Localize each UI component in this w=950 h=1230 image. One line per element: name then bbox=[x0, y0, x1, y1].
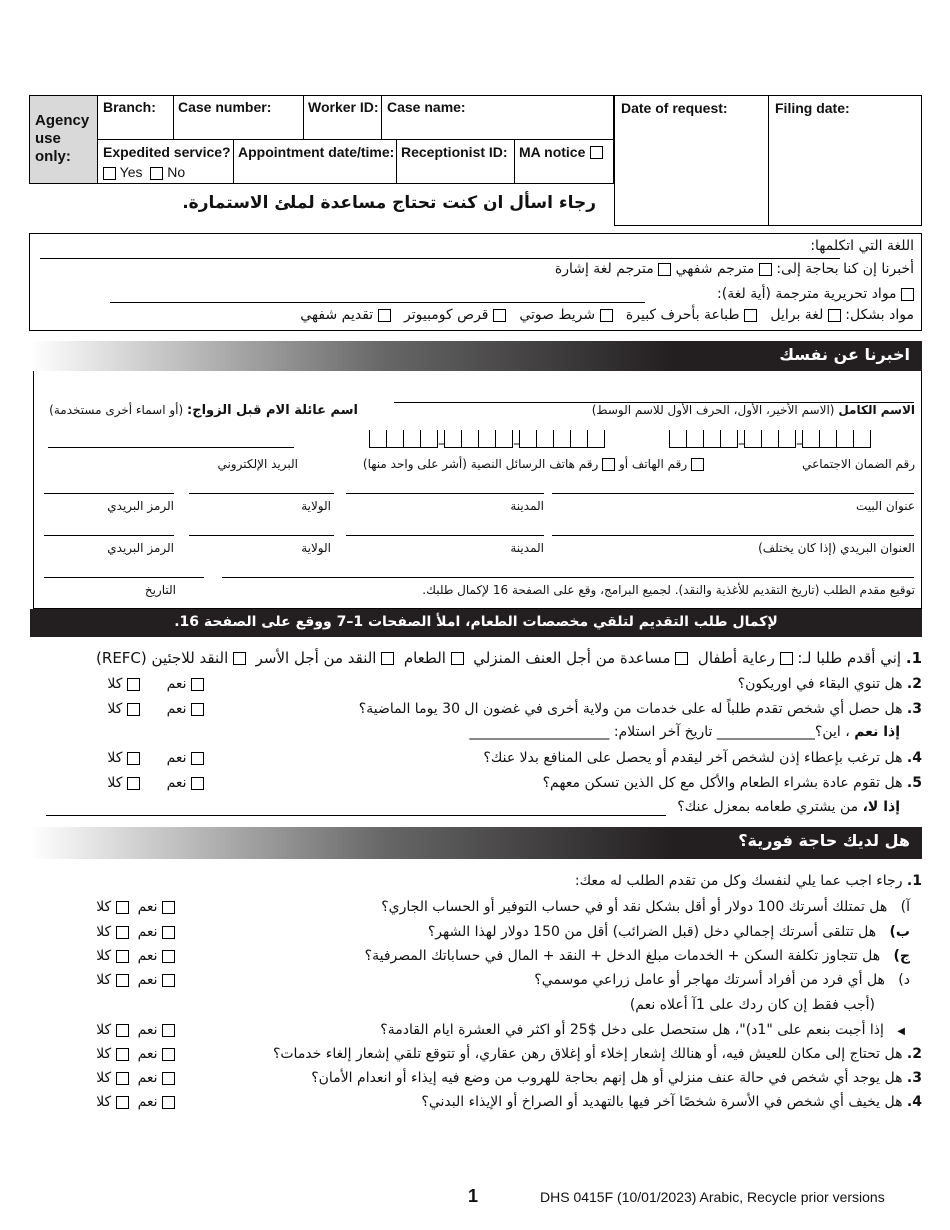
sign-interpreter-checkbox[interactable] bbox=[658, 263, 671, 276]
food-instructions-text: لإكمال طلب التقديم لتلقي مخصصات الطعام، املأ الصفحات 1–7 ووقع على الصفحة 16. bbox=[174, 614, 778, 630]
home-city-input[interactable] bbox=[346, 493, 544, 494]
i1-text: رجاء اجب عما يلي لنفسك وكل من تقدم الطلب له معك: bbox=[574, 873, 903, 889]
spoken-language-input[interactable] bbox=[40, 258, 840, 259]
q3-yes-checkbox[interactable] bbox=[191, 703, 204, 716]
braille-checkbox[interactable] bbox=[828, 309, 841, 322]
filing-date-cell bbox=[768, 95, 922, 226]
refugee-cash-label: النقد للاجئين (REFC) bbox=[96, 649, 229, 667]
mail-city-input[interactable] bbox=[346, 535, 544, 536]
mail-state-input[interactable] bbox=[189, 535, 334, 536]
d-yes-checkbox[interactable] bbox=[162, 974, 175, 987]
filing-date-label: Filing date: bbox=[775, 100, 850, 116]
q3-no-checkbox[interactable] bbox=[127, 703, 140, 716]
d-followup-yes-no bbox=[60, 1022, 175, 1038]
d-note: (أجب فقط إن كان ردك على 1آ أعلاه نعم) bbox=[629, 997, 875, 1013]
q3-yes-label: نعم bbox=[166, 701, 187, 717]
q5-number: 5. bbox=[906, 775, 922, 791]
immediate-q1 bbox=[322, 873, 922, 889]
date-input[interactable] bbox=[44, 577, 204, 578]
sign-interpreter-label: مترجم لغة إشارة bbox=[554, 261, 654, 277]
i3-text: هل يوجد أي شخص في حالة عنف منزلي أو هل إنهم بحاجة للهروب من وضع فيه إيذاء أو انعدام الأمان؟ bbox=[311, 1070, 903, 1086]
case-name-label: Case name: bbox=[387, 99, 466, 115]
d-followup bbox=[265, 1022, 905, 1038]
c-yes-label: نعم bbox=[137, 948, 158, 964]
dv-help-checkbox[interactable] bbox=[675, 652, 688, 665]
child-care-checkbox[interactable] bbox=[780, 652, 793, 665]
agency-use-label-cell bbox=[29, 95, 98, 184]
about-you-section bbox=[33, 371, 922, 609]
b-no-checkbox[interactable] bbox=[116, 926, 129, 939]
q4-yes-no bbox=[64, 750, 204, 766]
oral-interpreter-label: مترجم شفهي bbox=[675, 261, 755, 277]
branch-label: Branch: bbox=[103, 99, 156, 115]
immediate-d bbox=[270, 972, 910, 988]
question-2 bbox=[272, 676, 922, 692]
d-followup-yes-label: نعم bbox=[137, 1022, 158, 1038]
expedited-yes-checkbox[interactable] bbox=[103, 167, 116, 180]
expedited-no-label: No bbox=[167, 164, 186, 180]
audio-tape-checkbox[interactable] bbox=[600, 309, 613, 322]
full-name-label bbox=[395, 403, 915, 417]
ssn-label: رقم الضمان الاجتماعي bbox=[802, 457, 915, 471]
mailing-address-label: العنوان البريدي (إذا كان يختلف) bbox=[758, 541, 915, 555]
d-text: هل أي فرد من أفراد أسرتك مهاجر أو عامل زراعي موسمي؟ bbox=[534, 972, 885, 988]
i2-no-checkbox[interactable] bbox=[116, 1048, 129, 1061]
d-yes-no bbox=[60, 972, 175, 988]
tell-us-label: أخبرنا إن كنا بحاجة إلى: bbox=[776, 261, 914, 277]
d-yes-label: نعم bbox=[137, 972, 158, 988]
home-state-input[interactable] bbox=[189, 493, 334, 494]
date-of-request-label: Date of request: bbox=[621, 100, 728, 116]
immediate-q3 bbox=[222, 1070, 922, 1086]
oral-interpreter-checkbox[interactable] bbox=[759, 263, 772, 276]
email-label: البريد الإلكتروني bbox=[217, 457, 298, 471]
i2-number: 2. bbox=[906, 1046, 922, 1062]
full-name-label-detail: (الاسم الأخير، الأول، الحرف الأول للاسم الوسط) bbox=[591, 403, 835, 417]
i4-no-label: كلا bbox=[96, 1094, 112, 1110]
mail-state-label: الولاية bbox=[301, 541, 331, 555]
about-you-header-text: اخبرنا عن نفسك bbox=[779, 345, 910, 364]
i3-yes-label: نعم bbox=[137, 1070, 158, 1086]
q4-number: 4. bbox=[906, 750, 922, 766]
i2-text: هل تحتاج إلى مكان للعيش فيه، أو هنالك إشعار إخلاء أو إغلاق رهن عقاري، أو تتوقع تلقي إشعار إلغاء خدمات؟ bbox=[272, 1046, 903, 1062]
computer-disk-label: قرص كومبيوتر bbox=[404, 307, 489, 323]
interpreter-row bbox=[34, 261, 914, 277]
ssn-boxes[interactable]: – – bbox=[670, 430, 871, 452]
d-followup-yes-checkbox[interactable] bbox=[162, 1024, 175, 1037]
maiden-name-label-bold: اسم عائلة الام قبل الزواج: bbox=[187, 403, 358, 418]
i4-yes-checkbox[interactable] bbox=[162, 1096, 175, 1109]
q5-if-no-label: إذا لا، bbox=[862, 799, 900, 815]
oral-presentation-label: تقديم شفهي bbox=[300, 307, 374, 323]
q3-if-yes-fields[interactable]: ، اين؟______________ تاريخ آخر استلام: ____________________ bbox=[469, 724, 850, 740]
home-zip-input[interactable] bbox=[44, 493, 174, 494]
ma-notice-label: MA notice bbox=[519, 144, 586, 160]
phone-type-row bbox=[304, 457, 704, 471]
home-address-label: عنوان البيت bbox=[856, 499, 915, 513]
q3-yes-no bbox=[64, 701, 204, 717]
a-no-checkbox[interactable] bbox=[116, 901, 129, 914]
q4-yes-checkbox[interactable] bbox=[191, 752, 204, 765]
q5-text: هل تقوم عادة بشراء الطعام والأكل مع كل الذين تسكن معهم؟ bbox=[542, 775, 903, 791]
i2-yes-label: نعم bbox=[137, 1046, 158, 1062]
q3-followup bbox=[250, 724, 900, 740]
i4-yes-label: نعم bbox=[137, 1094, 158, 1110]
worker-id-label: Worker ID: bbox=[308, 99, 379, 115]
phone-boxes[interactable]: – – bbox=[370, 430, 605, 452]
oral-presentation-checkbox[interactable] bbox=[378, 309, 391, 322]
mailing-address-input[interactable] bbox=[552, 535, 914, 536]
q1-number: 1. bbox=[905, 649, 922, 667]
home-state-label: الولاية bbox=[301, 499, 331, 513]
q3-text: هل حصل أي شخص تقدم طلباً له على خدمات من ولاية أخرى في غضون ال 30 يوما الماضية؟ bbox=[358, 701, 903, 717]
text-phone-checkbox[interactable] bbox=[602, 458, 615, 471]
c-yes-checkbox[interactable] bbox=[162, 950, 175, 963]
d-no-checkbox[interactable] bbox=[116, 974, 129, 987]
i1-number: 1. bbox=[906, 873, 922, 889]
spoken-language-label: اللغة التي اتكلمها: bbox=[810, 238, 914, 254]
large-print-label: طباعة بأحرف كبيرة bbox=[625, 307, 740, 323]
agency-use-only-label: Agency use only: bbox=[35, 112, 90, 165]
page-number: 1 bbox=[468, 1186, 479, 1206]
immediate-b bbox=[270, 924, 910, 940]
signature-label: توقيع مقدم الطلب (تاريخ التقديم للأغذية والنقد). لجميع البرامج، وقع على الصفحة 16 لإكمال طلبك. bbox=[422, 583, 915, 597]
home-address-input[interactable] bbox=[552, 493, 914, 494]
q3-if-yes-label: إذا نعم bbox=[854, 724, 900, 740]
q3-number: 3. bbox=[906, 701, 922, 717]
d-label: د) bbox=[898, 972, 910, 988]
question-3 bbox=[272, 701, 922, 717]
food-checkbox[interactable] bbox=[451, 652, 464, 665]
mail-zip-input[interactable] bbox=[44, 535, 174, 536]
b-yes-no bbox=[60, 924, 175, 940]
phone-checkbox[interactable] bbox=[691, 458, 704, 471]
q5-yes-no bbox=[64, 775, 204, 791]
q1-text: إني أقدم طلبا لـ: bbox=[797, 649, 902, 667]
question-4 bbox=[272, 750, 922, 766]
q2-no-checkbox[interactable] bbox=[127, 678, 140, 691]
d-followup-no-label: كلا bbox=[96, 1022, 112, 1038]
c-yes-no bbox=[60, 948, 175, 964]
formats-label: مواد بشكل: bbox=[845, 307, 914, 323]
i2-yes-checkbox[interactable] bbox=[162, 1048, 175, 1061]
b-text: هل تتلقى أسرتك إجمالي دخل (قبل الضرائب) أقل من 150 دولار لهذا الشهر؟ bbox=[427, 924, 877, 940]
a-text: هل تمتلك أسرتك 100 دولار أو أقل بشكل نقد أو في حساب التوفير أو الحساب الجاري؟ bbox=[381, 899, 888, 915]
c-text: هل تتجاوز تكلفة السكن + الخدمات مبلغ الدخل + النقد + المال في حساباتك المصرفية؟ bbox=[364, 948, 881, 964]
expedited-options bbox=[103, 164, 185, 180]
phone-label: رقم الهاتف أو bbox=[618, 457, 688, 471]
i3-no-checkbox[interactable] bbox=[116, 1072, 129, 1085]
b-label: ب) bbox=[889, 924, 910, 940]
case-number-label: Case number: bbox=[178, 99, 272, 115]
food-instructions-banner bbox=[30, 609, 922, 637]
a-yes-no bbox=[60, 899, 175, 915]
language-section bbox=[29, 233, 922, 331]
written-materials-row bbox=[34, 286, 914, 302]
formats-row bbox=[34, 307, 914, 323]
expedited-yes-label: Yes bbox=[119, 164, 143, 180]
home-city-label: المدينة bbox=[510, 499, 544, 513]
i3-yes-no bbox=[60, 1070, 175, 1086]
a-label: آ) bbox=[900, 899, 910, 915]
written-materials-label: مواد تحريرية مترجمة (أية لغة): bbox=[717, 286, 897, 302]
immediate-c bbox=[270, 948, 910, 964]
mail-zip-label: الرمز البريدي bbox=[107, 541, 174, 555]
signature-input[interactable] bbox=[222, 577, 914, 578]
q5-followup bbox=[500, 799, 900, 815]
text-phone-label: رقم هاتف الرسائل النصية (أشر على واحد منها) bbox=[362, 457, 599, 471]
d-no-label: كلا bbox=[96, 972, 112, 988]
d-followup-no-checkbox[interactable] bbox=[116, 1024, 129, 1037]
ma-notice-checkbox[interactable] bbox=[590, 146, 603, 159]
form-id: DHS 0415F (10/01/2023) Arabic, Recycle prior versions bbox=[540, 1189, 885, 1205]
i4-text: هل يخيف أي شخص في الأسرة شخصًا آخر فيها بالتهديد أو الصراخ أو الإيذاء البدني؟ bbox=[421, 1094, 903, 1110]
q2-text: هل تنوي البقاء في اوريكون؟ bbox=[737, 676, 903, 692]
home-zip-label: الرمز البريدي bbox=[107, 499, 174, 513]
i3-no-label: كلا bbox=[96, 1070, 112, 1086]
q5-no-checkbox[interactable] bbox=[127, 777, 140, 790]
q4-no-checkbox[interactable] bbox=[127, 752, 140, 765]
d-followup-text: إذا أجبت بنعم على "1د)"، هل ستحصل على دخل $25 أو اكثر في العشرة ايام القادمة؟ bbox=[380, 1022, 884, 1038]
i3-yes-checkbox[interactable] bbox=[162, 1072, 175, 1085]
q5-followup-input[interactable] bbox=[46, 815, 666, 816]
i4-number: 4. bbox=[906, 1094, 922, 1110]
q4-text: هل ترغب بإعطاء إذن لشخص آخر ليقدم أو يحصل على المنافع بدلا عنك؟ bbox=[483, 750, 903, 766]
c-no-label: كلا bbox=[96, 948, 112, 964]
date-label: التاريخ bbox=[144, 583, 176, 597]
maiden-name-label-detail: (أو اسماء أخرى مستخدمة) bbox=[49, 403, 184, 417]
c-label: ج) bbox=[893, 948, 910, 964]
family-cash-label: النقد من أجل الأسر bbox=[255, 649, 377, 667]
braille-label: لغة برايل bbox=[770, 307, 824, 323]
help-request-text: رجاء اسأل ان كنت تحتاج مساعدة لملئ الاستمارة. bbox=[182, 193, 596, 213]
written-language-input[interactable] bbox=[110, 302, 645, 303]
about-you-header bbox=[30, 341, 922, 371]
i3-number: 3. bbox=[906, 1070, 922, 1086]
written-materials-checkbox[interactable] bbox=[901, 288, 914, 301]
q5-yes-checkbox[interactable] bbox=[191, 777, 204, 790]
appointment-label: Appointment date/time: bbox=[238, 144, 395, 160]
spoken-language-row bbox=[34, 238, 914, 254]
q2-yes-no bbox=[64, 676, 204, 692]
mail-city-label: المدينة bbox=[510, 541, 544, 555]
q2-no-label: كلا bbox=[107, 676, 123, 692]
i4-no-checkbox[interactable] bbox=[116, 1096, 129, 1109]
q2-yes-checkbox[interactable] bbox=[191, 678, 204, 691]
q4-no-label: كلا bbox=[107, 750, 123, 766]
b-yes-label: نعم bbox=[137, 924, 158, 940]
dv-help-label: مساعدة من أجل العنف المنزلي bbox=[473, 649, 671, 667]
audio-tape-label: شريط صوتي bbox=[519, 307, 596, 323]
large-print-checkbox[interactable] bbox=[744, 309, 757, 322]
a-no-label: كلا bbox=[96, 899, 112, 915]
q5-yes-label: نعم bbox=[166, 775, 187, 791]
date-of-request-cell bbox=[614, 95, 769, 226]
q3-no-label: كلا bbox=[107, 701, 123, 717]
full-name-label-bold: الاسم الكامل bbox=[838, 403, 915, 417]
question-5 bbox=[272, 775, 922, 791]
child-care-label: رعاية أطفال bbox=[697, 649, 775, 667]
i2-no-label: كلا bbox=[96, 1046, 112, 1062]
a-yes-label: نعم bbox=[137, 899, 158, 915]
email-input[interactable] bbox=[48, 447, 294, 448]
a-yes-checkbox[interactable] bbox=[162, 901, 175, 914]
b-no-label: كلا bbox=[96, 924, 112, 940]
family-cash-checkbox[interactable] bbox=[381, 652, 394, 665]
immediate-need-header bbox=[30, 827, 922, 859]
expedited-no-checkbox[interactable] bbox=[150, 167, 163, 180]
computer-disk-checkbox[interactable] bbox=[493, 309, 506, 322]
q2-number: 2. bbox=[906, 676, 922, 692]
receptionist-label: Receptionist ID: bbox=[401, 144, 508, 160]
bullet-icon: ◀ bbox=[897, 1026, 905, 1037]
expedited-label: Expedited service? bbox=[103, 144, 231, 160]
q4-yes-label: نعم bbox=[166, 750, 187, 766]
i4-yes-no bbox=[60, 1094, 175, 1110]
refugee-cash-checkbox[interactable] bbox=[233, 652, 246, 665]
immediate-a bbox=[270, 899, 910, 915]
immediate-need-header-text: هل لديك حاجة فورية؟ bbox=[738, 831, 910, 850]
immediate-q4 bbox=[222, 1094, 922, 1110]
q5-if-no-text: من يشتري طعامه بمعزل عنك؟ bbox=[677, 799, 859, 815]
i2-yes-no bbox=[60, 1046, 175, 1062]
question-1 bbox=[22, 649, 922, 667]
b-yes-checkbox[interactable] bbox=[162, 926, 175, 939]
immediate-q2 bbox=[222, 1046, 922, 1062]
q2-yes-label: نعم bbox=[166, 676, 187, 692]
c-no-checkbox[interactable] bbox=[116, 950, 129, 963]
maiden-name-label bbox=[40, 403, 358, 418]
food-label: الطعام bbox=[403, 649, 446, 667]
q5-no-label: كلا bbox=[107, 775, 123, 791]
